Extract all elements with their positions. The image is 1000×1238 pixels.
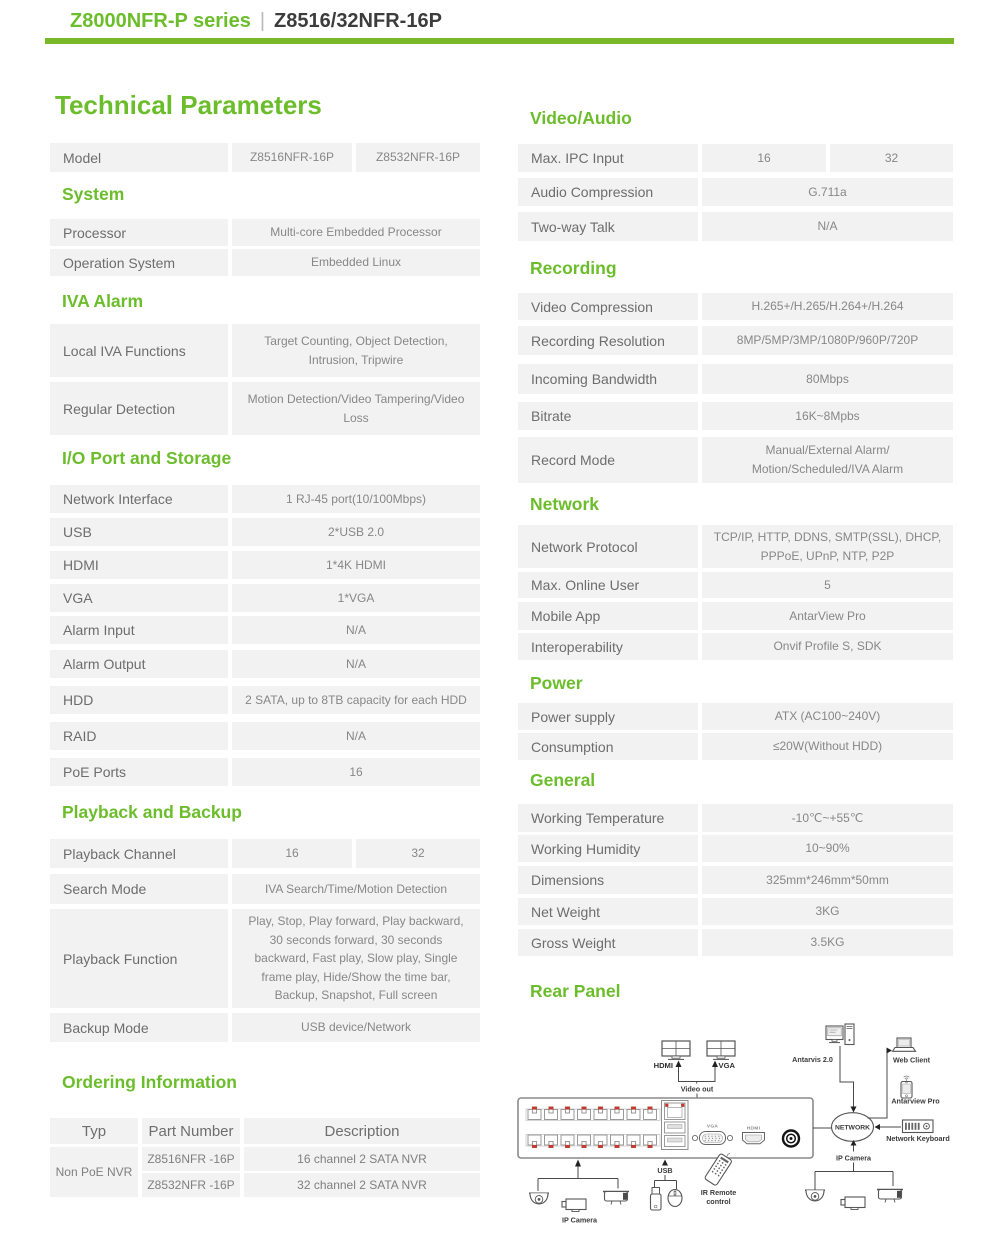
row-value: Motion Detection/Video Tampering/Video Loss (232, 382, 480, 435)
ir-remote-label-line1: IR Remote (700, 1188, 737, 1197)
row-label: USB (50, 518, 228, 546)
up-arrow-icon (712, 1061, 718, 1068)
video-out-label: Video out (680, 1084, 714, 1094)
usb-label: USB (657, 1166, 673, 1175)
section-title-rear-panel: Rear Panel (530, 981, 621, 1001)
row-value: Onvif Profile S, SDK (702, 633, 953, 660)
laptop-icon (893, 1038, 916, 1051)
lan-usb-stack (662, 1101, 689, 1150)
row-label: Max. IPC Input (518, 144, 698, 172)
phone-icon (901, 1076, 912, 1098)
ordering-description: 16 channel 2 SATA NVR (244, 1147, 480, 1171)
section-title-iva-alarm: IVA Alarm (62, 291, 144, 311)
dome-camera-icon (805, 1190, 825, 1201)
row-label: Network Protocol (518, 525, 698, 568)
ordering-description: 32 channel 2 SATA NVR (244, 1173, 480, 1197)
row-value: USB device/Network (232, 1013, 480, 1042)
row-label: Interoperability (518, 633, 698, 660)
row-value: 16K~8Mpbs (702, 402, 953, 430)
row-value: 5 (702, 572, 953, 598)
ordering-type-cell: Non PoE NVR (50, 1147, 138, 1197)
row-label: HDD (50, 686, 228, 714)
section-title-playback-backup: Playback and Backup (62, 802, 242, 822)
row-value: H.265+/H.265/H.264+/H.264 (702, 293, 953, 320)
power-connector-icon (783, 1131, 799, 1147)
row-label: Two-way Talk (518, 212, 698, 241)
row-label: Incoming Bandwidth (518, 364, 698, 394)
row-label: Bitrate (518, 402, 698, 430)
right-arrow-icon (887, 1048, 893, 1054)
row-label: PoE Ports (50, 758, 228, 786)
antarview-pro-label: Antarview Pro (891, 1096, 940, 1106)
ip-camera-right-label: IP Camera (835, 1153, 872, 1163)
row-value: ≤20W(Without HDD) (702, 733, 953, 760)
row-label: Gross Weight (518, 929, 698, 956)
page-title: Technical Parameters (55, 90, 322, 120)
camera-bracket-lines (538, 1167, 618, 1192)
row-value: N/A (232, 616, 480, 644)
up-arrow-icon (676, 1061, 682, 1068)
row-label: Video Compression (518, 293, 698, 320)
row-label: Alarm Output (50, 650, 228, 678)
row-value: TCP/IP, HTTP, DDNS, SMTP(SSL), DHCP, PPPoE, UPnP, NTP, P2P (702, 525, 953, 568)
hdmi-output-label: HDMI (653, 1061, 673, 1070)
section-title-recording: Recording (530, 258, 617, 278)
row-value: 80Mbps (702, 364, 953, 394)
network-keyboard-label: Network Keyboard (886, 1134, 950, 1143)
row-value: 16 (232, 839, 352, 868)
row-label: Dimensions (518, 866, 698, 894)
row-label: Search Mode (50, 874, 228, 904)
row-label: Operation System (50, 249, 228, 276)
row-value: N/A (232, 722, 480, 750)
row-value: Z8532NFR-16P (356, 143, 480, 172)
camera-bracket-lines (815, 1163, 893, 1190)
row-value: 3KG (702, 898, 953, 925)
row-value: 2 SATA, up to 8TB capacity for each HDD (232, 686, 480, 714)
green-divider-bar (45, 38, 954, 44)
nvr-device (518, 1098, 813, 1158)
row-value: 3.5KG (702, 929, 953, 956)
video-out-connector-lines (679, 1067, 716, 1084)
row-value: IVA Search/Time/Motion Detection (232, 874, 480, 904)
rear-panel-diagram (515, 970, 1000, 1238)
ordering-header-typ: Typ (50, 1118, 138, 1144)
bullet-camera-icon (603, 1192, 629, 1205)
row-value: Z8516NFR-16P (232, 143, 352, 172)
row-value: 10~90% (702, 835, 953, 862)
row-value: 1*4K HDMI (232, 551, 480, 579)
ordering-header-part: Part Number (142, 1118, 240, 1144)
row-label: Max. Online User (518, 572, 698, 598)
row-value: G.711a (702, 178, 953, 206)
section-title-power: Power (530, 673, 583, 693)
header-separator: | (259, 10, 266, 32)
row-value: 16 (232, 758, 480, 786)
ordering-part-number: Z8516NFR -16P (142, 1147, 240, 1171)
row-label: Audio Compression (518, 178, 698, 206)
row-label: Model (50, 143, 228, 172)
ir-remote-label-line2: control (706, 1197, 731, 1206)
row-label: Processor (50, 219, 228, 246)
row-label: Record Mode (518, 437, 698, 483)
row-value: N/A (232, 650, 480, 678)
web-client-label: Web Client (892, 1055, 931, 1065)
usb-bracket-lines (655, 1175, 677, 1189)
dome-camera-icon (529, 1193, 549, 1204)
bullet-camera-icon (877, 1190, 903, 1203)
vga-output-label: VGA (718, 1061, 735, 1070)
row-label: Working Temperature (518, 804, 698, 832)
webclient-network-line (868, 1051, 888, 1119)
row-value: N/A (702, 212, 953, 241)
header-model-name: Z8516/32NFR-16P (274, 10, 442, 32)
row-label: Net Weight (518, 898, 698, 925)
row-label: Playback Function (50, 909, 228, 1008)
section-title-video-audio: Video/Audio (530, 108, 632, 128)
row-value: 32 (356, 839, 480, 868)
row-value: 16 (702, 144, 826, 172)
section-title-system: System (62, 184, 125, 204)
down-arrow-icon (851, 1107, 857, 1113)
row-label: Backup Mode (50, 1013, 228, 1042)
row-value: Target Counting, Object Detection, Intrusion, Tripwire (232, 324, 480, 377)
vga-port-label: VGA (706, 1124, 719, 1130)
usb-flash-icon (651, 1188, 662, 1211)
row-value: 2*USB 2.0 (232, 518, 480, 546)
row-label: Local IVA Functions (50, 324, 228, 377)
row-value: ATX (AC100~240V) (702, 703, 953, 730)
box-camera-icon (562, 1199, 586, 1212)
left-arrow-icon (875, 1124, 881, 1130)
row-label: RAID (50, 722, 228, 750)
antarvis-label: Antarvis 2.0 (792, 1055, 833, 1064)
up-arrow-icon (575, 1160, 581, 1167)
keyboard-icon (903, 1120, 934, 1133)
section-title-network: Network (530, 494, 600, 514)
section-title-io-storage: I/O Port and Storage (62, 448, 232, 468)
ip-camera-left-label: IP Camera (561, 1215, 598, 1225)
network-cloud (832, 1113, 874, 1142)
box-camera-icon (841, 1197, 865, 1210)
section-title-ordering: Ordering Information (62, 1072, 237, 1092)
pc-network-line (840, 1046, 854, 1107)
row-label: Power supply (518, 703, 698, 730)
row-value: Embedded Linux (232, 249, 480, 276)
row-value: Manual/External Alarm/ Motion/Scheduled/IVA Alarm (702, 437, 953, 483)
section-title-general: General (530, 770, 596, 790)
hdmi-port-label: HDMI (746, 1126, 761, 1132)
row-value: Multi-core Embedded Processor (232, 219, 480, 246)
row-label: Alarm Input (50, 616, 228, 644)
row-label: Network Interface (50, 485, 228, 513)
vga-monitor-icon (707, 1041, 735, 1059)
row-value: 1 RJ-45 port(10/100Mbps) (232, 485, 480, 513)
row-label: Regular Detection (50, 382, 228, 435)
ordering-header-desc: Description (244, 1118, 480, 1144)
row-label: VGA (50, 584, 228, 612)
mouse-icon (668, 1190, 682, 1207)
row-value: 325mm*246mm*50mm (702, 866, 953, 894)
row-value: 8MP/5MP/3MP/1080P/960P/720P (702, 326, 953, 355)
row-value: 1*VGA (232, 584, 480, 612)
network-label: NETWORK (834, 1124, 871, 1132)
row-label: Consumption (518, 733, 698, 760)
row-label: Working Humidity (518, 835, 698, 862)
row-label: Playback Channel (50, 839, 228, 868)
desktop-pc-icon (826, 1024, 854, 1045)
row-value: -10℃~+55℃ (702, 804, 953, 832)
row-label: HDMI (50, 551, 228, 579)
hdmi-monitor-icon (662, 1041, 690, 1059)
row-value: AntarView Pro (702, 602, 953, 630)
ordering-part-number: Z8532NFR -16P (142, 1173, 240, 1197)
row-value: Play, Stop, Play forward, Play backward, 30 seconds forward, 30 seconds backward, Fast play, Slow play, Single frame play, Hide/Show the time bar, Backup, Snapshot, Full screen (232, 909, 480, 1008)
up-arrow-icon (662, 1160, 668, 1166)
row-label: Mobile App (518, 602, 698, 630)
row-label: Recording Resolution (518, 326, 698, 355)
series-name: Z8000NFR-P series (70, 10, 251, 32)
row-value: 32 (830, 144, 953, 172)
page-header (70, 10, 442, 33)
